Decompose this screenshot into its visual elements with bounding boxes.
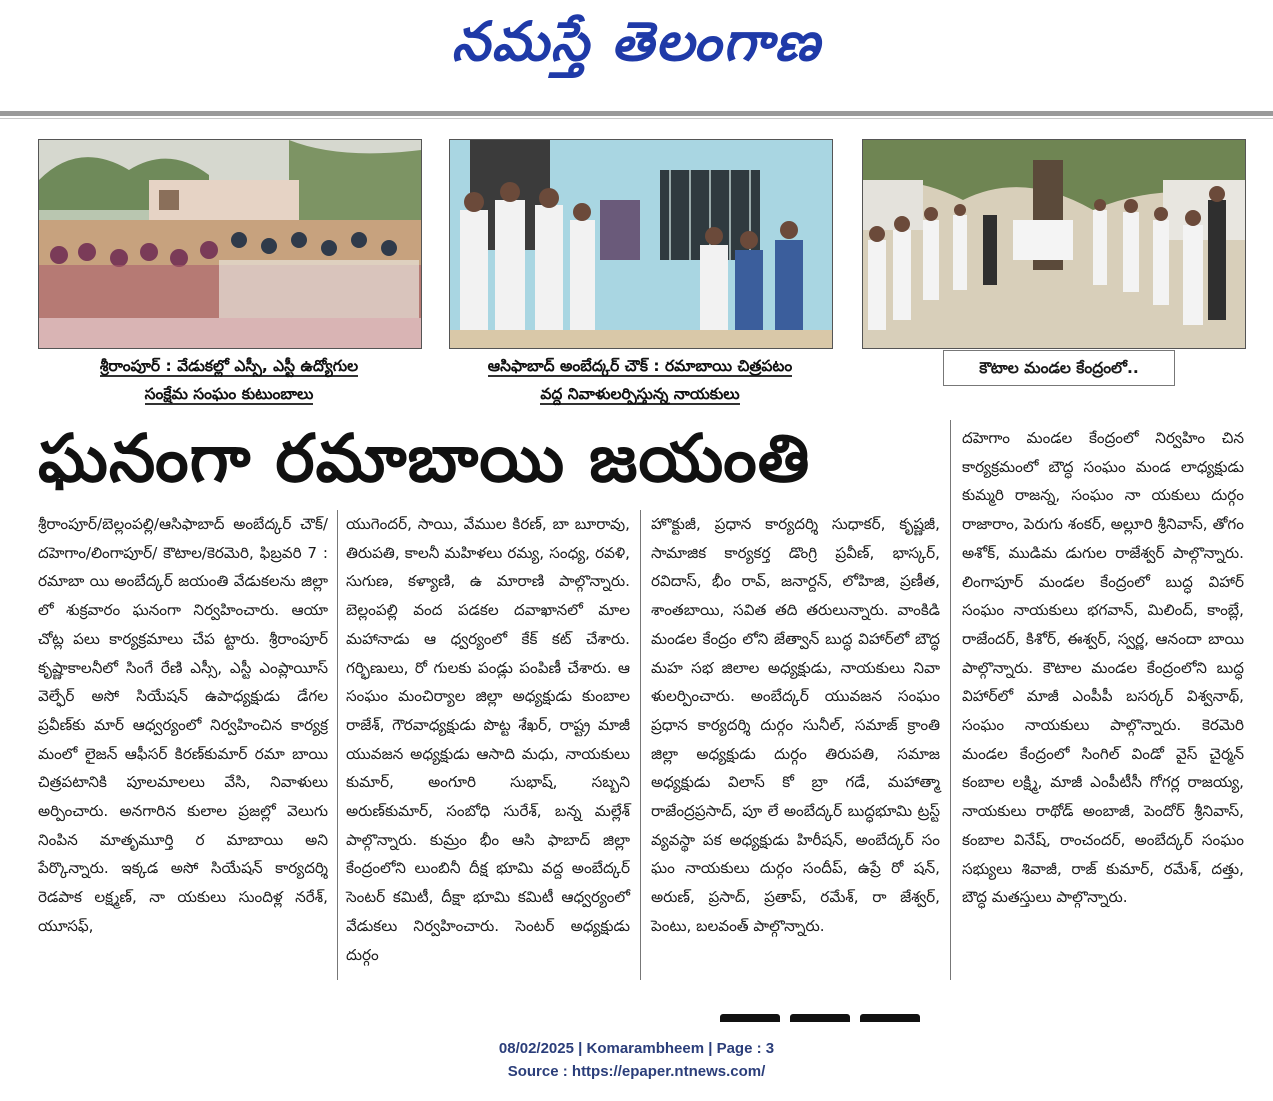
caption-middle-line2: వద్ద నివాళులర్పిస్తున్న నాయకులు: [540, 385, 740, 403]
next-article-fragment: [720, 1014, 950, 1022]
column-divider: [950, 420, 951, 980]
article-text-3: హొక్టుజీ, ప్రధాన కార్యదర్శి సుధాకర్, కృష్ణజీ, సామాజిక కార్యకర్త డొంగ్రి ప్రవీణ్, భాస్కర్, రవిదాస్, భీం రావ్, జనార్దన్, లోహిజి, ప్రణీత, శాంతబాయి, సవిత తది తరులున్నారు. వాంకిడి మండల కేంద్రం లోని జేత్వాన్ బుద్ధ విహార్‌లో బౌద్ధ మహ సభ జిలాల అధ్యక్షుడు, నాయకులు నివా ళులర్పించారు. అంబేద్కర్ యువజన సంఘం ప్రధాన కార్యదర్శి దుర్గం సునీల్, సమాజ్ క్రాంతి జిల్లా అధ్యక్షుడు దుర్గం తిరుపతి, సమాజ అధ్యక్షుడు విలాస్ కో బ్రా గడే, మహాత్మా రాజేంద్రప్రసాద్, పూ లే అంబేద్కర్ బుద్ధభూమి ట్రస్ట్ వ్యవస్థా పక అధ్యక్షుడు హిరీషన్, అంబేద్కర్ సం ఘం నాయకులు దుర్గం సందీప్, ఉప్రే రో షన్, అరుణ్, ప్రసాద్, ప్రతాప్, రమేశ్, రా జేశ్వర్, పెంటు, బలవంత్ పాల్గొన్నారు.: [651, 515, 940, 935]
article-text-1: శ్రీరాంపూర్/బెల్లంపల్లి/ఆసిఫాబాద్ అంబేద్కర్ చౌక్/దహెగాం/లింగాపూర్/ కౌటాల/కెరమెరి, ఫిబ్రవరి 7 : రమాబా యి అంబేద్కర్ జయంతి వేడుకలను జిల్లా లో శుక్రవారం ఘనంగా నిర్వహించారు. ఆయా చోట్ల పలు కార్యక్రమాలు చేప ట్టారు. శ్రీరాంపూర్ కృష్ణాకాలనీలో సింగే రేణి ఎస్సీ, ఎస్టీ ఎంప్లాయీస్ వెల్ఫేర్ అసో సియేషన్ ఉపాధ్యక్షుడు డేగల ప్రవీణ్‌కు మార్ ఆధ్వర్యంలో నిర్వహించిన కార్యక్ర మంలో లైజన్ ఆఫీసర్ కిరణ్‌కుమార్ రమా బాయి చిత్రపటానికి పూలమాలలు వేసి, నివాళులు అర్పించారు. అనగారిన కులాల ప్రజల్లో వెలుగు నింపిన మాతృమూర్తి ర మాబాయి అని పేర్కొన్నారు. ఇక్కడ అసో సియేషన్ కార్యదర్శి రెడపాక లక్ష్మణ్, నా యకులు సుందిళ్ల నరేశ్, యూసఫ్,: [38, 515, 328, 935]
article-column-2: [346, 510, 630, 969]
column-divider: [337, 510, 338, 980]
caption-middle: [449, 352, 831, 408]
column-divider: [640, 510, 641, 980]
masthead-divider: [0, 111, 1273, 116]
photo-kautala-gathering: [862, 139, 1246, 349]
photo-asifabad-tribute: [449, 139, 833, 349]
article-column-4: [962, 424, 1244, 912]
article-text-4: దహెగాం మండల కేంద్రంలో నిర్వహిం చిన కార్యక్రమంలో బౌద్ధ సంఘం మండ లాధ్యక్షుడు కుమ్మరి రాజన్న, సంఘం నా యకులు దుర్గం రాజారాం, పెరుగు శంకర్, అల్లూరి శ్రీనివాస్, తోగం అశోక్, ముడిమ డుగుల రాజేశ్వర్ పాల్గొన్నారు. లింగాపూర్ మండల కేంద్రంలో బుద్ధ విహార్ సంఘం నాయకులు భగవాన్, మిలింద్, కాంబ్లే, రాజేందర్, కిశోర్, ఈశ్వర్, స్వర్ణ, ఆనందా బాయి పాల్గొన్నారు. కౌటాల మండల కేంద్రంలోని బుద్ధ విహార్‌లో మాజీ ఎంపీపీ బసర్కర్ విశ్వనాథ్, సంఘం నాయకులు పాల్గొన్నారు. కెరమెరి మండల కేంద్రంలో సింగిల్ విండో వైస్ చైర్మన్ కంబాల లక్ష్మి, మాజీ ఎంపీటీసీ గోగర్ల రాజయ్య, నాయకులు రాథోడ్ అంబాజీ, పెందోర్ శ్రీనివాస్, కంబాల వినేష్, రాంచందర్, అంబేద్కర్ సంఘం సభ్యులు శివాజీ, రాజ్ కుమార్, రమేశ్, దత్తు, బౌద్ధ మతస్తులు పాల్గొన్నారు.: [962, 429, 1244, 907]
caption-middle-line1: ఆసిఫాబాద్ అంబేద్కర్ చౌక్ : రమాబాయి చిత్రపటం: [487, 357, 793, 375]
masthead: [0, 0, 1273, 112]
caption-right: కౌటాల మండల కేంద్రంలో..: [943, 350, 1175, 386]
caption-left-line1: శ్రీరాంపూర్ : వేడుకల్లో ఎస్సీ, ఎస్టీ ఉద్యోగుల: [99, 357, 359, 375]
article-column-3: [651, 510, 940, 941]
newspaper-logo: నమస్తే తెలంగాణ: [451, 10, 822, 73]
caption-left-line2: సంక్షేమ సంఘం కుటుంబాలు: [144, 385, 314, 403]
article-text-2: యుగెందర్, సాయి, వేముల కిరణ్, బా బూరావు, తిరుపతి, కాలనీ మహిళలు రమ్య, సంధ్య, రవళి, సుగుణ, కళ్యాణి, ఉ మారాణి పాల్గొన్నారు. బెల్లంపల్లి వంద పడకల దవాఖానలో మాల మహానాడు ఆ ధ్వర్యంలో కేక్ కట్ చేశారు. గర్భిణులు, రో గులకు పండ్లు పంపిణీ చేశారు. ఆ సంఘం మంచిర్యాల జిల్లా అధ్యక్షుడు కుంబాల రాజేశ్, గౌరవాధ్యక్షుడు పొట్ట శేఖర్, రాష్ట్ర మాజీ యువజన అధ్యక్షుడు ఆసాది మధు, నాయకులు కుమార్, అంగూరి సుభాష్, సబ్బని అరుణ్‌కుమార్, సంబోధి సురేశ్, బన్న మల్లేశ్ పాల్గొన్నారు. కుమ్రం భీం ఆసి ఫాబాద్ జిల్లా కేంద్రంలోని లుంబినీ దీక్ష భూమి వద్ద అంబేద్కర్ సెంటర్ కమిటీ, దీక్షా భూమి కమిటీ ఆధ్వర్యంలో వేడుకలు నిర్వహించారు. సెంటర్ అధ్యక్షుడు దుర్గం: [346, 515, 630, 964]
masthead-divider-thin: [0, 118, 1273, 119]
article-column-1: [38, 510, 328, 941]
footer-source-line: Source : https://epaper.ntnews.com/: [507, 1063, 766, 1080]
footer-date-line: 08/02/2025 | Komarambheem | Page : 3: [498, 1040, 775, 1057]
caption-left: [38, 352, 420, 408]
photo-srirampur-gathering: [38, 139, 422, 349]
headline: ఘనంగా రమాబాయి జయంతి: [38, 420, 811, 497]
